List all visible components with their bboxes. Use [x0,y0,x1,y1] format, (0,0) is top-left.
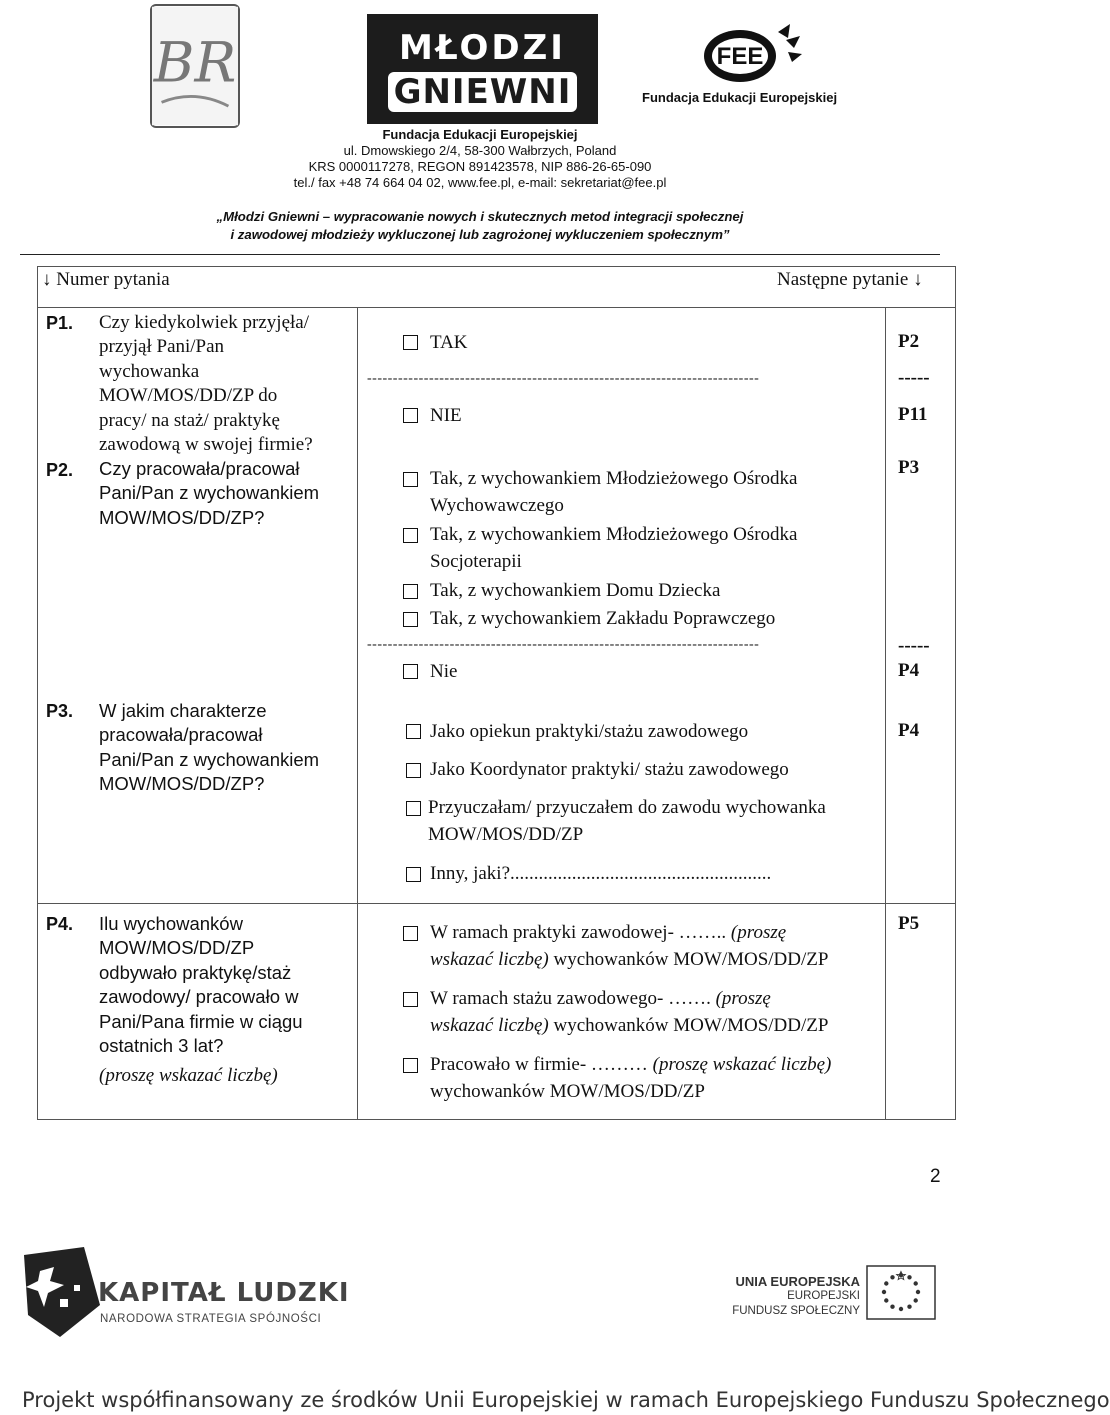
p3-line: Pani/Pan z wychowankiem [99,748,320,770]
p2-opt4-checkbox[interactable] [403,612,418,627]
p2-opt3-label: Tak, z wychowankiem Domu Dziecka [430,580,721,601]
p2-line: Czy pracowała/pracował [99,458,300,479]
p3-opt4-checkbox[interactable] [406,867,421,882]
p4-opt1-hint: (proszę [730,922,787,943]
p4-line: zawodowy/ pracowało w [99,986,299,1008]
bg-logo [150,4,240,128]
p2-opt1-checkbox[interactable] [403,472,418,487]
p4-opt2-hint: (proszę [715,988,771,1009]
project-line2: i zawodowej młodzieży wykluczonej lub zagrożonej wykluczeniem społecznym” [230,227,730,242]
ue-line2: EUROPEJSKI [787,1290,860,1302]
eu-fund-text [690,1274,860,1319]
kapital-ludzki-logo [20,1245,105,1340]
p2-line: Pani/Pan z wychowankiem [99,482,320,504]
p4-row-divider [37,903,956,904]
org-registry: KRS 0000117278, REGON 891423578, NIP 886-26-65-090 [308,159,652,174]
p3-opt1-label: Jako opiekun praktyki/stażu zawodowego [430,721,749,742]
p1-separator: ---------------------------------------------------------------------------- [367,371,760,386]
p4-line: ostatnich 3 lat? [99,1035,224,1057]
header-divider [20,254,940,255]
p4-opt2-text: W ramach stażu zawodowego- ……. [430,988,711,1009]
p4-opt1-hint2: wskazać liczbę) [430,949,549,971]
fee-logo-graphic [640,18,870,88]
eu-flag-icon [866,1265,936,1320]
p4-opt1-text: W ramach praktyki zawodowej- …….. [430,922,727,943]
p2-opt1-label [430,467,797,519]
page-number: 2 [930,1166,941,1187]
p2-opt2-checkbox[interactable] [403,528,418,543]
p3-opt3-checkbox[interactable] [406,801,421,816]
org-name: Fundacja Edukacji Europejskiej [382,127,578,142]
fee-name: Fundacja Edukacji Europejskiej [642,90,838,105]
project-title [120,208,840,244]
p1-tak-checkbox[interactable] [403,335,418,350]
bg-logo-graphic [152,6,238,126]
p4-next: P5 [898,913,920,934]
p2-opt4-label: Tak, z wychowankiem Zakładu Poprawczego [430,608,776,629]
p1-nie-label: NIE [430,405,462,426]
p2-opt2-line1: Tak, z wychowankiem Młodzieżowego Ośrodka [430,524,798,545]
kapital-ludzki-graphic [20,1245,105,1340]
p4-opt2-suffix: wychowanków MOW/MOS/DD/ZP [553,1015,829,1037]
kapital-ludzki-title: KAPITAŁ LUDZKI [98,1278,350,1308]
p2-line: MOW/MOS/DD/ZP? [99,506,265,528]
p2-opt2-label [430,523,797,575]
p3-opt3-line2: MOW/MOS/DD/ZP [428,824,584,846]
ue-line1: UNIA EUROPEJSKA [735,1274,860,1289]
p1-line: zawodową w swojej firmie? [99,434,313,456]
p3-opt1-checkbox[interactable] [406,724,421,739]
p3-next: P4 [898,720,920,741]
p3-opt4-label: Inny, jaki?....................................................... [430,863,772,884]
p2-nie-checkbox[interactable] [403,664,418,679]
p1-tak-label: TAK [430,332,468,353]
p4-opt3-text: Pracowało w firmie- ……… [430,1054,648,1075]
p4-opt3-hint: (proszę wskazać liczbę) [652,1054,832,1075]
col-divider-1 [357,307,358,1120]
fee-logo-text: FEE [716,43,764,70]
p2-question [99,457,319,530]
p4-hint: (proszę wskazać liczbę) [99,1065,278,1086]
header-question-number: ↓ Numer pytania [42,269,170,290]
p4-opt2-hint2: wskazać liczbę) [430,1015,549,1037]
p1-next-separator: ----- [898,367,930,388]
p2-separator: ---------------------------------------------------------------------------- [367,637,760,652]
p3-opt3-line1: Przyuczałam/ przyuczałem do zawodu wychowanka [428,797,826,818]
funding-statement: Projekt współfinansowany ze środków Unii Europejskiej w ramach Europejskiego Funduszu Społecznego [22,1388,1110,1412]
p3-opt2-label: Jako Koordynator praktyki/ stażu zawodowego [430,759,789,780]
header-next-question: Następne pytanie ↓ [777,269,923,290]
ue-line3: FUNDUSZ SPOŁECZNY [732,1305,860,1317]
p2-next-separator: ----- [898,635,930,656]
org-address: ul. Dmowskiego 2/4, 58-300 Wałbrzych, Poland [343,143,617,158]
bg-logo-text: BR [153,31,237,96]
header-row-divider [37,307,956,308]
project-line1: „Młodzi Gniewni – wypracowanie nowych i skutecznych metod integracji społecznej [216,209,744,224]
p4-line: odbywało praktykę/staż [99,961,292,983]
org-info [160,127,800,191]
p1-line: wychowanka [99,360,200,382]
p1-nie-checkbox[interactable] [403,408,418,423]
p1-next-tak: P2 [898,331,920,352]
p1-next-nie: P11 [898,404,928,425]
p3-question [99,699,319,797]
p3-line: MOW/MOS/DD/ZP? [99,773,265,795]
p1-question [99,311,313,457]
p1-number: P1. [46,313,74,333]
kapital-ludzki-subtitle: NARODOWA STRATEGIA SPÓJNOŚCI [100,1313,322,1325]
col-divider-2 [885,307,886,1120]
p1-line: Czy kiedykolwiek przyjęła/ [99,312,309,333]
p4-opt3-label [430,1053,831,1105]
p4-opt2-checkbox[interactable] [403,992,418,1007]
p1-line: przyjął Pani/Pan [99,336,225,358]
p3-line: pracowała/pracował [99,724,263,746]
logo-mg-line1: MŁODZI [399,28,566,68]
p3-opt2-checkbox[interactable] [406,763,421,778]
p4-number: P4. [46,914,74,934]
p4-line: MOW/MOS/DD/ZP [99,937,255,959]
p2-opt3-checkbox[interactable] [403,584,418,599]
p2-opt2-line2: Socjoterapii [430,551,522,573]
p4-question [99,912,303,1058]
p2-next-nie: P4 [898,660,920,681]
p4-line: Ilu wychowanków [99,913,243,934]
p4-opt1-label [430,921,828,973]
org-contact: tel./ fax +48 74 664 04 02, www.fee.pl, e-mail: sekretariat@fee.pl [293,175,667,190]
logo-mg-line2: GNIEWNI [388,72,578,112]
p3-opt3-label [428,796,826,848]
p1-line: pracy/ na staż/ praktykę [99,409,280,431]
p2-opt1-line2: Wychowawczego [430,495,564,517]
p3-number: P3. [46,701,74,721]
mlodzi-gniewni-logo [367,14,598,124]
p4-opt2-label [430,987,828,1039]
p4-opt3-suffix: wychowanków MOW/MOS/DD/ZP [430,1081,705,1103]
p4-opt1-checkbox[interactable] [403,926,418,941]
eu-flag-graphic [866,1265,936,1320]
p4-opt1-suffix: wychowanków MOW/MOS/DD/ZP [553,949,829,971]
p1-line: MOW/MOS/DD/ZP do [99,385,278,407]
p4-line: Pani/Pana firmie w ciągu [99,1010,303,1032]
p2-number: P2. [46,460,74,480]
p2-nie-label: Nie [430,661,458,682]
p4-opt3-checkbox[interactable] [403,1058,418,1073]
p3-line: W jakim charakterze [99,700,267,721]
p2-next-tak: P3 [898,457,920,478]
p2-opt1-line1: Tak, z wychowankiem Młodzieżowego Ośrodka [430,468,798,489]
